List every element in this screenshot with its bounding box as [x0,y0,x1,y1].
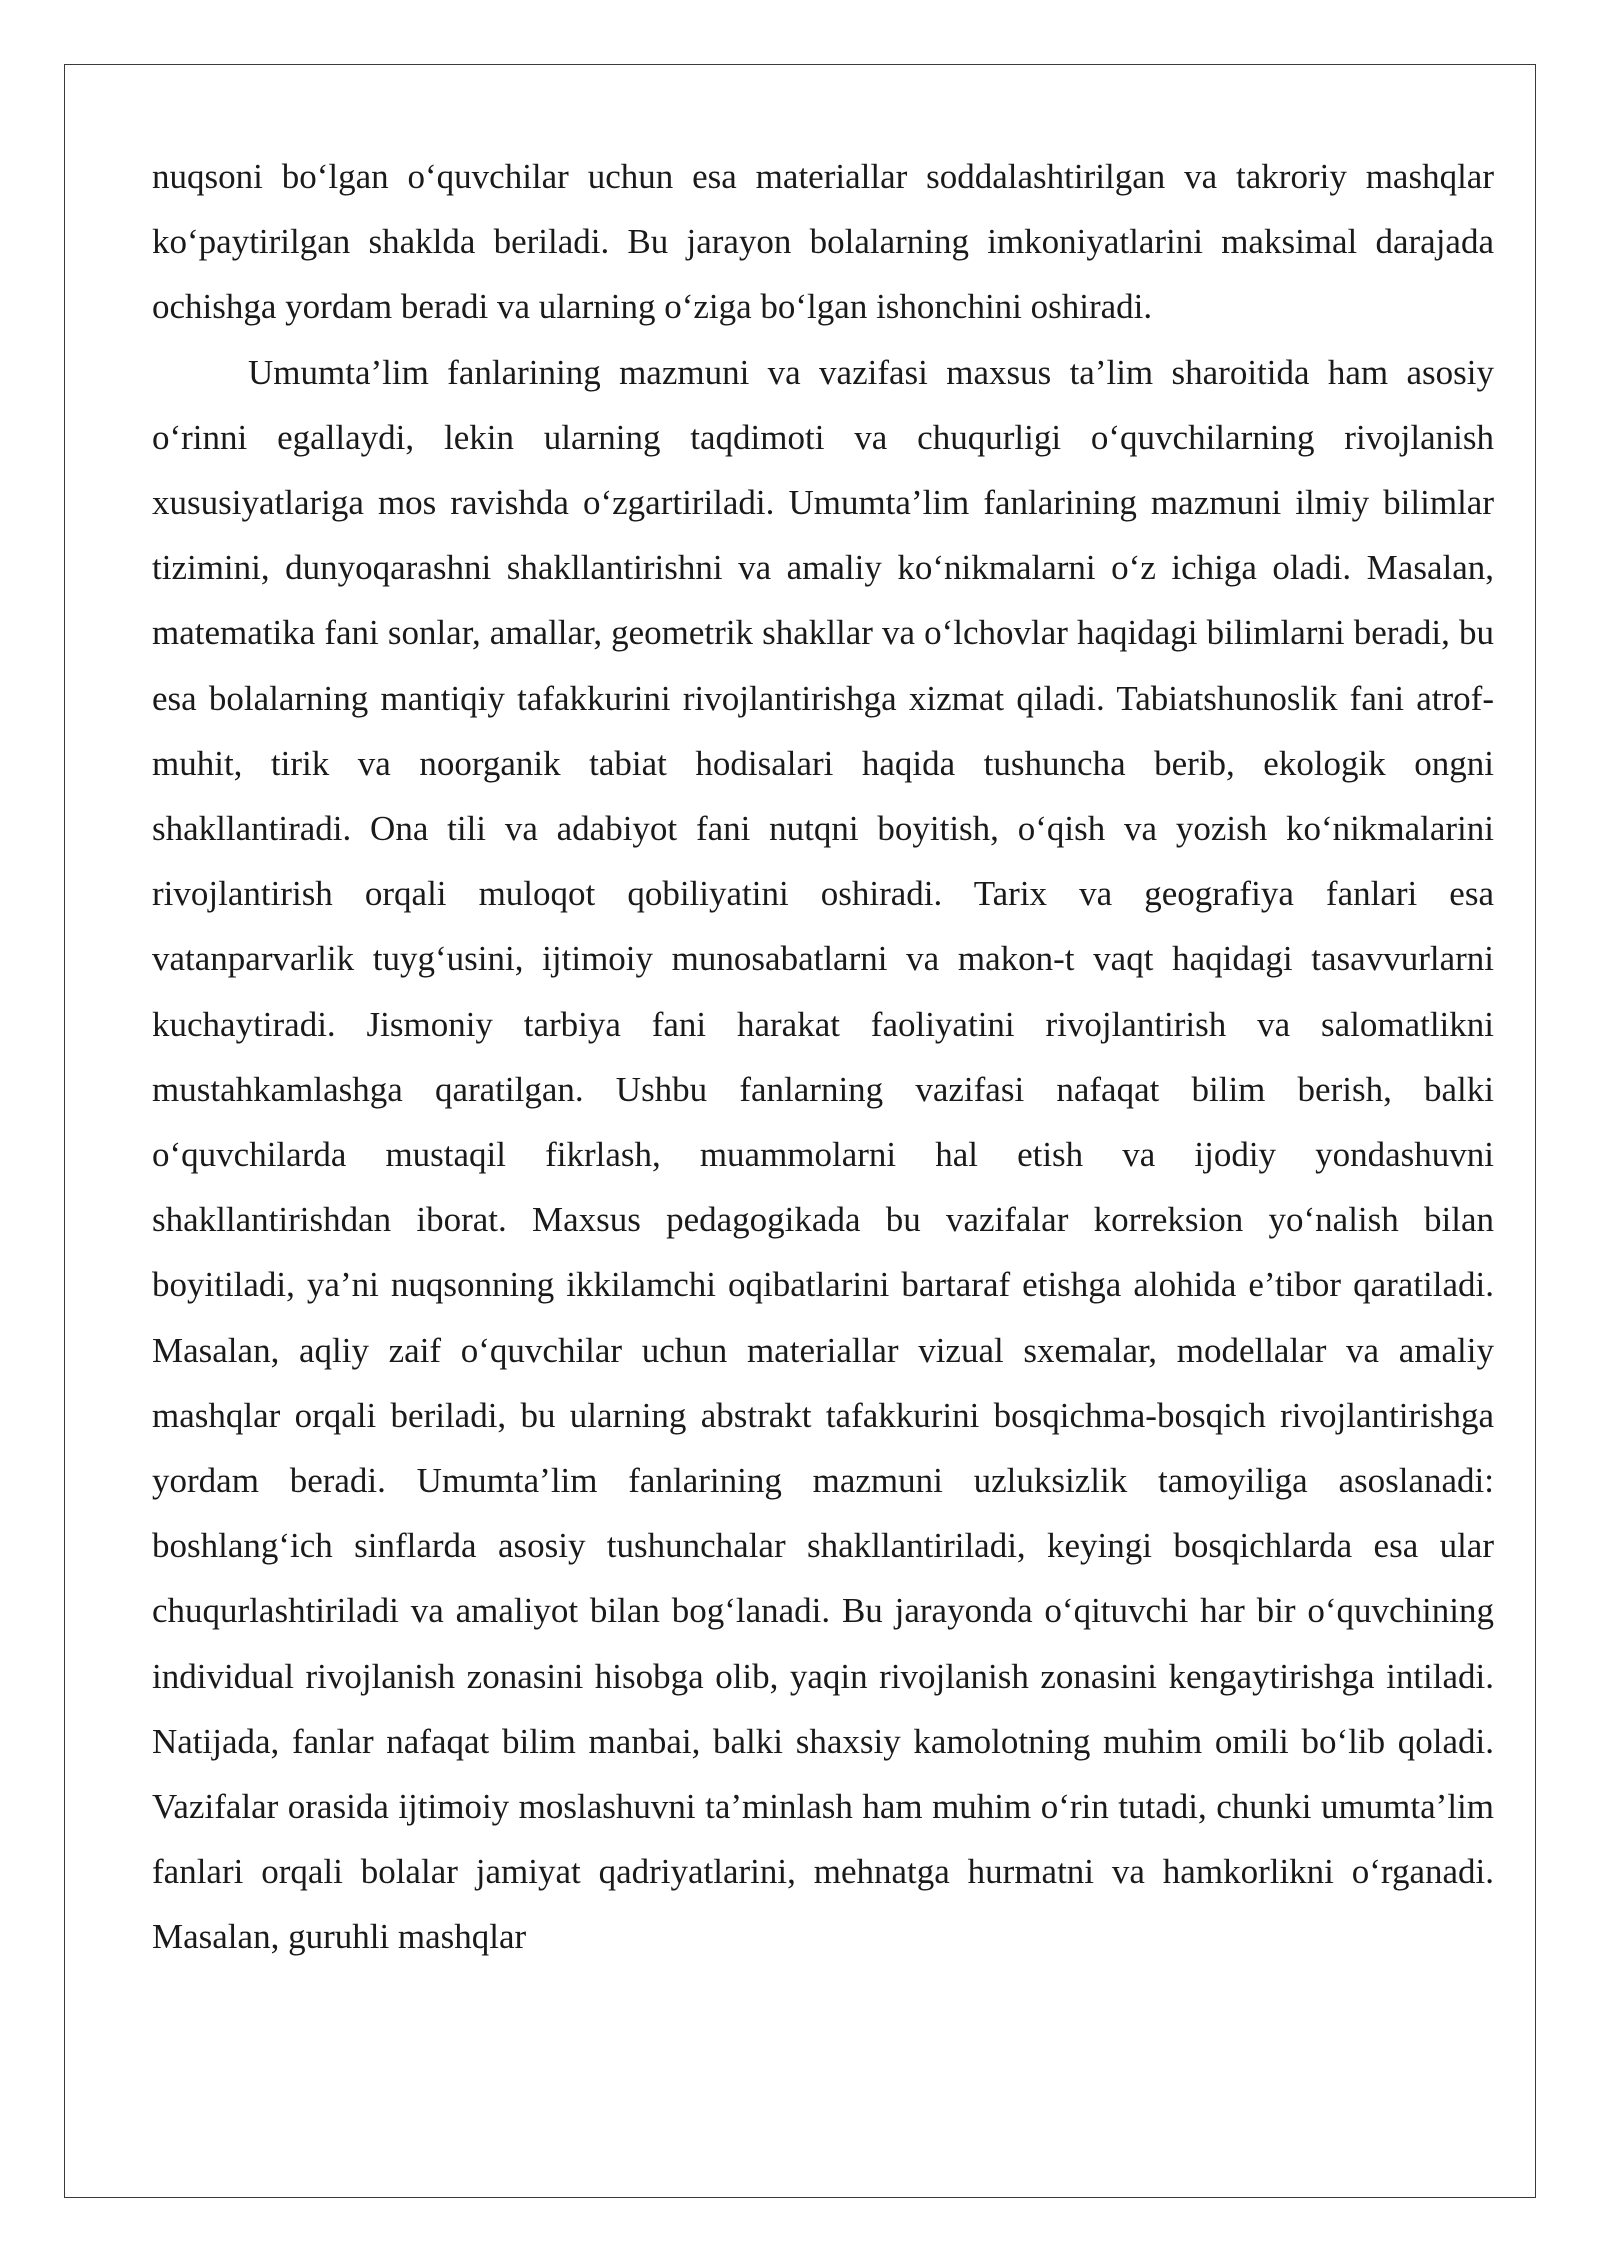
document-body [152,144,1494,1970]
paragraph-main: Umumta’lim fanlarining mazmuni va vazifasi maxsus ta’lim sharoitida ham asosiy o‘rinni egallaydi, lekin ularning taqdimoti va chuqurligi o‘quvchilarning rivojlanish xususiyatlariga mos ravishda o‘zgartiriladi. Umumta’lim fanlarining mazmuni ilmiy bilimlar tizimini, dunyoqarashni shakllantirishni va amaliy ko‘nikmalarni o‘z ichiga oladi. Masalan, matematika fani sonlar, amallar, geometrik shakllar va o‘lchovlar haqidagi bilimlarni beradi, bu esa bolalarning mantiqiy tafakkurini rivojlantirishga xizmat qiladi. Tabiatshunoslik fani atrof-muhit, tirik va noorganik tabiat hodisalari haqida tushuncha berib, ekologik ongni shakllantiradi. Ona tili va adabiyot fani nutqni boyitish, o‘qish va yozish ko‘nikmalarini rivojlantirish orqali muloqot qobiliyatini oshiradi. Tarix va geografiya fanlari esa vatanparvarlik tuyg‘usini, ijtimoiy munosabatlarni va makon-t vaqt haqidagi tasavvurlarni kuchaytiradi. Jismoniy tarbiya fani harakat faoliyatini rivojlantirish va salomatlikni mustahkamlashga qaratilgan. Ushbu fanlarning vazifasi nafaqat bilim berish, balki o‘quvchilarda mustaqil fikrlash, muammolarni hal etish va ijodiy yondashuvni shakllantirishdan iborat. Maxsus pedagogikada bu vazifalar korreksion yo‘nalish bilan boyitiladi, ya’ni nuqsonning ikkilamchi oqibatlarini bartaraf etishga alohida e’tibor qaratiladi. Masalan, aqliy zaif o‘quvchilar uchun materiallar vizual sxemalar, modellalar va amaliy mashqlar orqali beriladi, bu ularning abstrakt tafakkurini bosqichma-bosqich rivojlantirishga yordam beradi. Umumta’lim fanlarining mazmuni uzluksizlik tamoyiliga asoslanadi: boshlang‘ich sinflarda asosiy tushunchalar shakllantiriladi, keyingi bosqichlarda esa ular chuqurlashtiriladi va amaliyot bilan bog‘lanadi. Bu jarayonda o‘qituvchi har bir o‘quvchining individual rivojlanish zonasini hisobga olib, yaqin rivojlanish zonasini kengaytirishga intiladi. Natijada, fanlar nafaqat bilim manbai, balki shaxsiy kamolotning muhim omili bo‘lib qoladi. Vazifalar orasida ijtimoiy moslashuvni ta’minlash ham muhim o‘rin tutadi, chunki umumta’lim fanlari orqali bolalar jamiyat qadriyatlarini, mehnatga hurmatni va hamkorlikni o‘rganadi. Masalan, guruhli mashqlar [152,352,1494,1957]
paragraph-continuation: nuqsoni bo‘lgan o‘quvchilar uchun esa materiallar soddalashtirilgan va takroriy mashqlar ko‘paytirilgan shaklda beriladi. Bu jarayon bolalarning imkoniyatlarini maksimal darajada ochishga yordam beradi va ularning o‘ziga bo‘lgan ishonchini oshiradi. [152,157,1494,327]
